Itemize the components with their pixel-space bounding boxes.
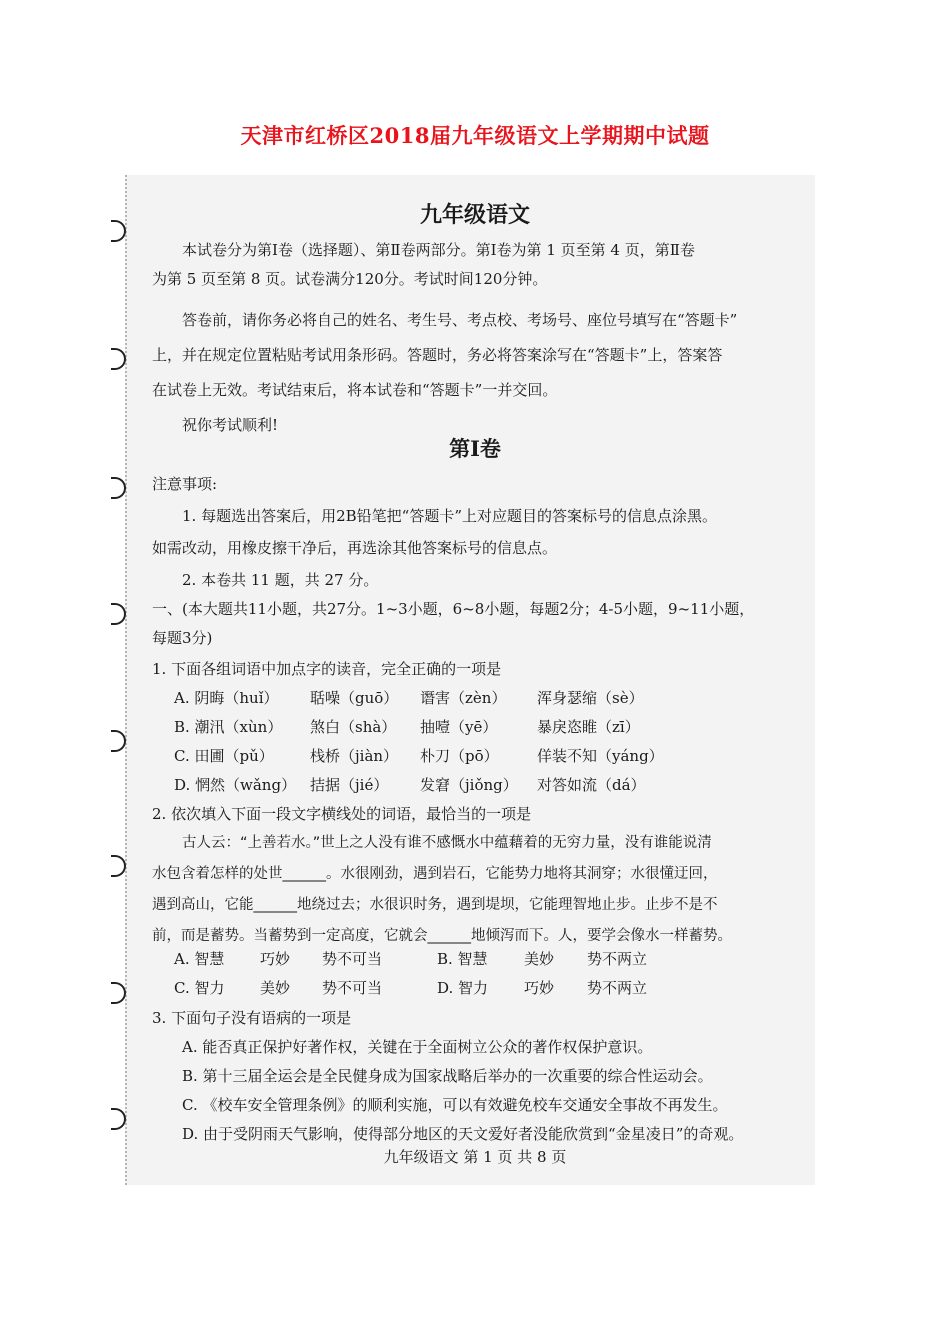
intro-line: 在试卷上无效。考试结束后，将本试卷和“答题卡”一并交回。 xyxy=(152,381,558,399)
option-cell: 拮据（jié） xyxy=(310,776,389,794)
option-cell: 暴戾恣睢（zī） xyxy=(537,718,640,736)
part-one-line: 一、(本大题共11小题，共27分。1~3小题，6~8小题，每题2分；4-5小题，9~11小题， xyxy=(152,600,755,618)
intro-block xyxy=(152,236,772,440)
binding-hole xyxy=(111,982,126,1004)
passage-line: 水包含着怎样的处世______。水很刚劲，遇到岩石，它能势力地将其洞穿；水很懂迂回， xyxy=(152,866,718,882)
q1-option-c xyxy=(152,742,772,771)
binding-hole xyxy=(111,348,126,370)
option-cell: C. 田圃（pǔ） xyxy=(174,747,274,765)
option-cell: 美妙 xyxy=(524,950,555,968)
q2-option-row xyxy=(152,974,772,1003)
option-cell: D. 智力 xyxy=(437,979,489,997)
binding-hole xyxy=(111,1108,126,1130)
notes-heading: 注意事项: xyxy=(152,475,218,493)
part-one-line: 每题3分) xyxy=(152,629,213,647)
q1-option-d xyxy=(152,771,772,800)
q3-option-b: B. 第十三届全运会是全民健身成为国家战略后举办的一次重要的综合性运动会。 xyxy=(182,1067,713,1085)
option-cell: A. 阴晦（huǐ） xyxy=(174,689,279,707)
option-cell: 巧妙 xyxy=(260,950,291,968)
intro-line: 上，并在规定位置粘贴考试用条形码。答题时，务必将答案涂写在“答题卡”上，答案答 xyxy=(152,346,723,364)
question-2 xyxy=(152,800,772,829)
question-stem: 1. 下面各组词语中加点字的读音，完全正确的一项是 xyxy=(152,660,502,678)
exam-title: 九年级语文 xyxy=(419,202,530,228)
option-cell: 佯装不知（yáng） xyxy=(537,747,664,765)
option-cell: 栈桥（jiàn） xyxy=(310,747,399,765)
option-cell: 势不可当 xyxy=(322,950,383,968)
q1-options xyxy=(152,684,772,800)
q2-options xyxy=(152,945,772,1003)
document-header-title: 天津市红桥区2018届九年级语文上学期期中试题 xyxy=(240,123,710,148)
notes-line: 1. 每题选出答案后，用2B铅笔把“答题卡”上对应题目的答案标号的信息点涂黑。 xyxy=(182,507,717,525)
option-cell: D. 惘然（wǎng） xyxy=(174,776,297,794)
option-cell: 势不可当 xyxy=(322,979,383,997)
option-cell: 朴刀（pō） xyxy=(420,747,499,765)
passage-line: 遇到高山，它能______地绕过去；水很识时务，遇到堤坝，它能理智地止步。止步不是不 xyxy=(152,897,718,913)
question-stem: 2. 依次填入下面一段文字横线处的词语，最恰当的一项是 xyxy=(152,805,532,823)
option-cell: A. 智慧 xyxy=(174,950,225,968)
option-cell: C. 智力 xyxy=(174,979,225,997)
notes-block xyxy=(152,470,772,595)
binding-hole xyxy=(111,477,126,499)
option-cell: 煞白（shà） xyxy=(310,718,397,736)
question-3 xyxy=(152,1004,772,1149)
passage-line: 古人云：“上善若水。”世上之人没有谁不感慨水中蕴藉着的无穷力量，没有谁能说清 xyxy=(182,835,712,851)
q3-option-c: C. 《校车安全管理条例》的顺利实施，可以有效避免校车交通安全事故不再发生。 xyxy=(182,1096,728,1114)
page-footer: 九年级语文 第 1 页 共 8 页 xyxy=(383,1148,567,1166)
section-title: 第Ⅰ卷 xyxy=(449,436,501,461)
q2-option-row xyxy=(152,945,772,974)
intro-line: 祝你考试顺利! xyxy=(182,416,279,434)
q2-passage xyxy=(152,829,772,951)
option-cell: 对答如流（dá） xyxy=(537,776,646,794)
option-cell: 抽噎（yē） xyxy=(420,718,498,736)
question-1 xyxy=(152,655,772,684)
option-cell: 势不两立 xyxy=(587,950,648,968)
notes-line: 如需改动，用橡皮擦干净后，再选涂其他答案标号的信息点。 xyxy=(152,539,558,557)
option-cell: 谮害（zèn） xyxy=(420,689,507,707)
passage-line: 前，而是蓄势。当蓄势到一定高度，它就会______地倾泻而下。人，要学会像水一样蓄势。 xyxy=(152,928,732,944)
question-stem: 3. 下面句子没有语病的一项是 xyxy=(152,1009,352,1027)
binding-hole xyxy=(111,603,126,625)
intro-line: 本试卷分为第Ⅰ卷（选择题）、第Ⅱ卷两部分。第Ⅰ卷为第 1 页至第 4 页，第Ⅱ卷 xyxy=(182,241,695,259)
q1-option-a xyxy=(152,684,772,713)
option-cell: 聒噪（guō） xyxy=(310,689,399,707)
option-cell: B. 智慧 xyxy=(437,950,488,968)
option-cell: 巧妙 xyxy=(524,979,555,997)
intro-line: 答卷前，请你务必将自己的姓名、考生号、考点校、考场号、座位号填写在“答题卡” xyxy=(182,311,738,329)
binding-hole xyxy=(111,730,126,752)
notes-line: 2. 本卷共 11 题，共 27 分。 xyxy=(182,571,379,589)
part-one-instructions xyxy=(152,595,772,653)
q3-option-a: A. 能否真正保护好著作权，关键在于全面树立公众的著作权保护意识。 xyxy=(182,1038,653,1056)
binding-hole xyxy=(111,855,126,877)
option-cell: B. 潮汛（xùn） xyxy=(174,718,283,736)
option-cell: 美妙 xyxy=(260,979,291,997)
q1-option-b xyxy=(152,713,772,742)
option-cell: 发窘（jiǒng） xyxy=(420,776,518,794)
option-cell: 浑身瑟缩（sè） xyxy=(537,689,644,707)
option-cell: 势不两立 xyxy=(587,979,648,997)
q3-option-d: D. 由于受阴雨天气影响，使得部分地区的天文爱好者没能欣赏到“金星凌日”的奇观。 xyxy=(182,1125,744,1143)
intro-line: 为第 5 页至第 8 页。试卷满分120分。考试时间120分钟。 xyxy=(152,270,548,288)
